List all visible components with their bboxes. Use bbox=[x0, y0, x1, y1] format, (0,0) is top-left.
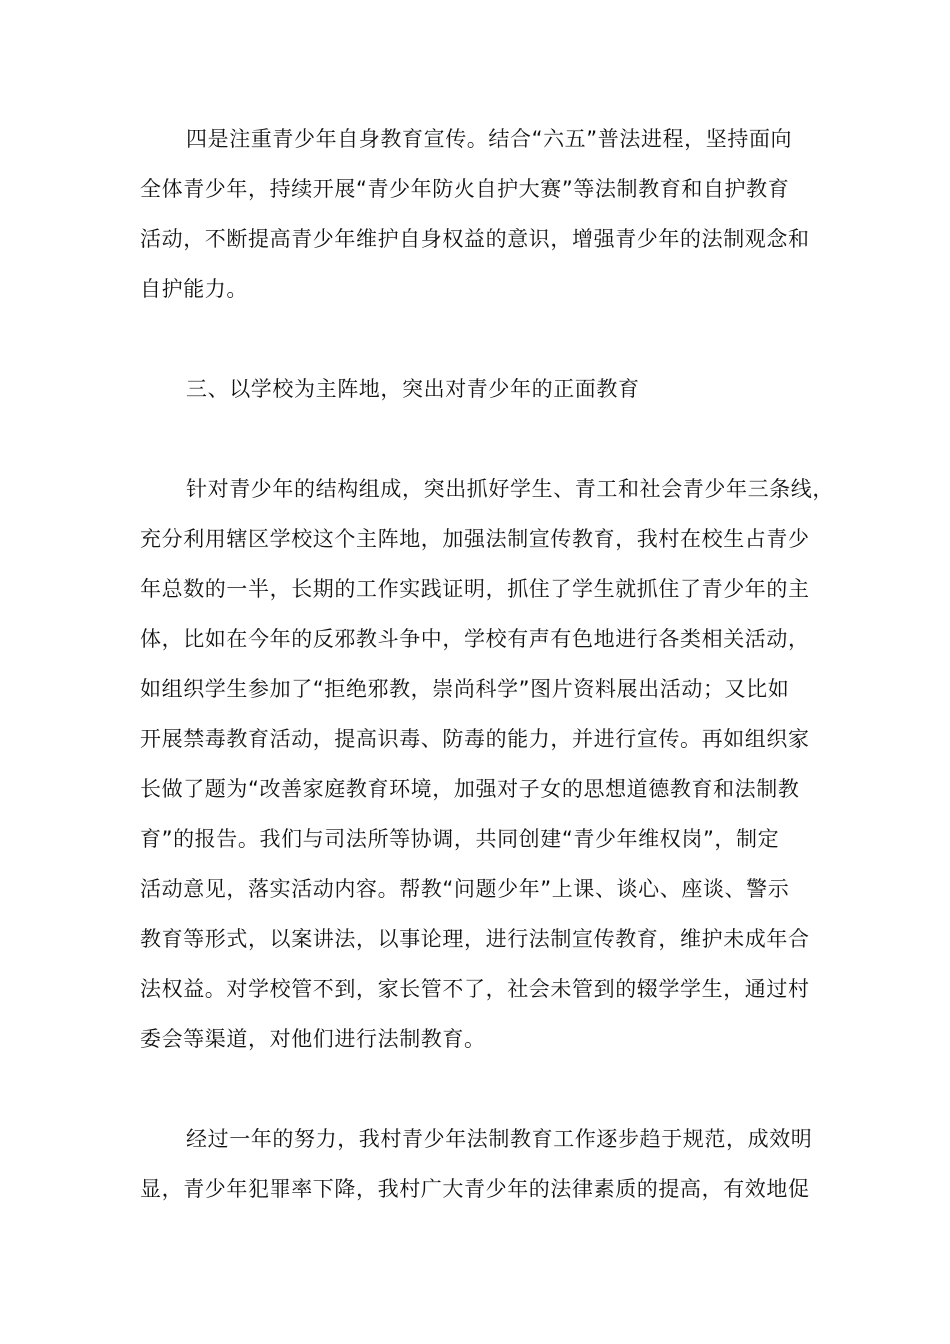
text-line: 显，青少年犯罪率下降，我村广大青少年的法律素质的提高，有效地促 bbox=[140, 1177, 810, 1201]
text-line: 开展禁毒教育活动，提高识毒、防毒的能力，并进行宣传。再如组织家 bbox=[140, 727, 810, 751]
text-line: 法权益。对学校管不到，家长管不了，社会未管到的辍学学生，通过村 bbox=[140, 977, 810, 1001]
text-line: 长做了题为“改善家庭教育环境，加强对子女的思想道德教育和法制教 bbox=[140, 777, 800, 801]
text-line: 教育等形式，以案讲法，以事论理，进行法制宣传教育，维护未成年合 bbox=[140, 927, 810, 951]
text-line: 如组织学生参加了“拒绝邪教，崇尚科学”图片资料展出活动；又比如 bbox=[140, 677, 790, 701]
heading-line: 三、以学校为主阵地，突出对青少年的正面教育 bbox=[186, 377, 640, 401]
text-line: 经过一年的努力，我村青少年法制教育工作逐步趋于规范，成效明 bbox=[186, 1127, 813, 1151]
text-line: 针对青少年的结构组成，突出抓好学生、青工和社会青少年三条线， bbox=[186, 477, 834, 501]
text-line: 体，比如在今年的反邪教斗争中，学校有声有色地进行各类相关活动， bbox=[140, 627, 810, 651]
text-line: 委会等渠道，对他们进行法制教育。 bbox=[140, 1027, 486, 1051]
text-line: 自护能力。 bbox=[140, 277, 248, 301]
text-line: 活动意见，落实活动内容。帮教“问题少年”上课、谈心、座谈、警示 bbox=[140, 877, 790, 901]
text-line: 全体青少年，持续开展“青少年防火自护大赛”等法制教育和自护教育 bbox=[140, 177, 790, 201]
text-line: 育”的报告。我们与司法所等协调，共同创建“青少年维权岗”，制定 bbox=[140, 827, 780, 851]
text-line: 充分利用辖区学校这个主阵地，加强法制宣传教育，我村在校生占青少 bbox=[140, 527, 810, 551]
text-line: 活动，不断提高青少年维护自身权益的意识，增强青少年的法制观念和 bbox=[140, 227, 810, 251]
text-line: 四是注重青少年自身教育宣传。结合“六五”普法进程，坚持面向 bbox=[186, 127, 793, 151]
text-line: 年总数的一半，长期的工作实践证明，抓住了学生就抓住了青少年的主 bbox=[140, 577, 810, 601]
